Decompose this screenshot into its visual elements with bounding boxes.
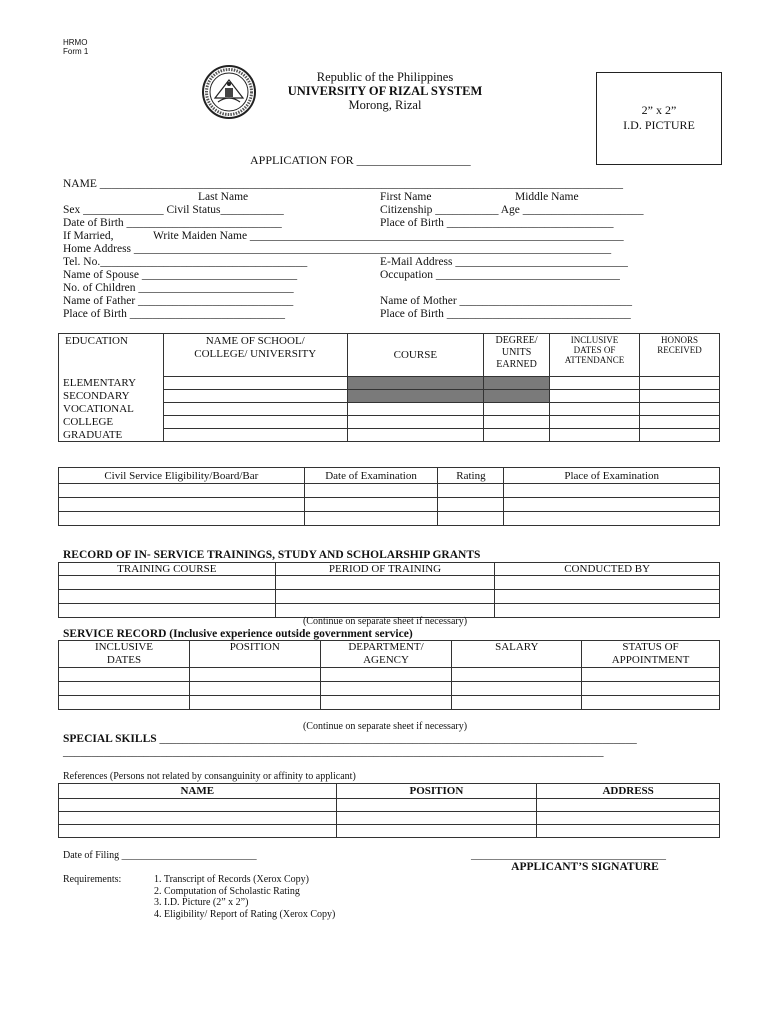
special-skills-field[interactable]: ___________________________________________________________________________________ <box>159 733 637 745</box>
spouse-name-field[interactable]: Name of Spouse ___________________________ <box>63 269 298 281</box>
dates-header: INCLUSIVE DATES OF ATTENDANCE <box>550 334 640 377</box>
training-course-header: TRAINING COURSE <box>59 563 276 576</box>
signature-line[interactable]: _______________________________________ <box>471 850 666 861</box>
service-cell[interactable] <box>582 696 720 710</box>
training-cell[interactable] <box>495 576 720 590</box>
service-cell[interactable] <box>189 668 320 682</box>
service-cell[interactable] <box>452 668 582 682</box>
mother-name-field[interactable]: Name of Mother ______________________________ <box>380 295 633 307</box>
location-heading: Morong, Rizal <box>348 98 422 112</box>
eligibility-header: Civil Service Eligibility/Board/Bar <box>59 468 305 484</box>
service-position-header: POSITION <box>189 641 320 668</box>
home-address-field[interactable]: Home Address ___________________________________________________________________________________ <box>63 243 612 255</box>
special-skills-field-2[interactable]: ______________________________________________________________________________________________ <box>63 746 604 758</box>
requirement-item: 2. Computation of Scholastic Rating <box>154 885 300 897</box>
form-number: Form 1 <box>63 47 89 56</box>
level-secondary: SECONDARY <box>59 390 164 403</box>
requirement-item: 4. Eligibility/ Report of Rating (Xerox Copy) <box>154 908 336 920</box>
requirement-item: 3. I.D. Picture (2” x 2”) <box>154 897 249 908</box>
level-vocational: VOCATIONAL <box>59 403 164 416</box>
education-cell-shaded <box>347 377 484 390</box>
reference-cell[interactable] <box>59 799 337 812</box>
education-header: EDUCATION <box>59 334 164 377</box>
eligibility-cell[interactable] <box>59 498 305 512</box>
eligibility-cell[interactable] <box>504 512 720 526</box>
id-picture-box <box>596 72 722 165</box>
reference-cell[interactable] <box>336 825 537 838</box>
education-cell[interactable] <box>484 429 550 442</box>
references-title: References (Persons not related by consanguinity or affinity to applicant) <box>63 771 356 782</box>
education-cell[interactable] <box>484 403 550 416</box>
service-cell[interactable] <box>452 696 582 710</box>
education-cell[interactable] <box>163 403 347 416</box>
reference-cell[interactable] <box>59 812 337 825</box>
rating-header: Rating <box>438 468 504 484</box>
education-cell[interactable] <box>347 403 484 416</box>
exam-place-header: Place of Examination <box>504 468 720 484</box>
last-name-label: Last Name <box>198 191 249 203</box>
requirement-item: 1. Transcript of Records (Xerox Copy) <box>154 874 309 885</box>
education-cell[interactable] <box>550 390 640 403</box>
application-for-field[interactable]: APPLICATION FOR ___________________ <box>250 153 471 167</box>
education-cell[interactable] <box>550 403 640 416</box>
service-dates-header: INCLUSIVE DATES <box>59 641 190 668</box>
trainings-table <box>58 562 720 618</box>
ref-address-header: ADDRESS <box>537 784 720 799</box>
education-cell-shaded <box>347 390 484 403</box>
education-cell[interactable] <box>640 416 720 429</box>
requirements-label: Requirements: <box>63 874 122 885</box>
service-cell[interactable] <box>59 682 190 696</box>
exam-date-header: Date of Examination <box>304 468 438 484</box>
eligibility-cell[interactable] <box>304 498 438 512</box>
education-cell[interactable] <box>640 377 720 390</box>
signature-label: APPLICANT’S SIGNATURE <box>511 861 659 873</box>
form-code: HRMO <box>63 38 88 47</box>
education-cell[interactable] <box>550 429 640 442</box>
education-cell[interactable] <box>347 416 484 429</box>
eligibility-cell[interactable] <box>438 512 504 526</box>
university-seal-icon <box>201 64 257 120</box>
if-married-label: If Married, <box>63 230 114 242</box>
education-cell[interactable] <box>484 416 550 429</box>
service-table <box>58 640 720 710</box>
education-cell[interactable] <box>640 403 720 416</box>
education-cell[interactable] <box>550 377 640 390</box>
tel-no-field[interactable]: Tel. No.____________________________________ <box>63 256 308 268</box>
republic-heading: Republic of the Philippines <box>316 70 454 84</box>
reference-cell[interactable] <box>537 799 720 812</box>
education-cell[interactable] <box>347 429 484 442</box>
education-table <box>58 333 720 442</box>
reference-cell[interactable] <box>537 825 720 838</box>
degree-header: DEGREE/ UNITS EARNED <box>484 334 550 377</box>
first-name-label: First Name <box>380 191 432 203</box>
email-field[interactable]: E-Mail Address ______________________________ <box>380 256 628 268</box>
ref-position-header: POSITION <box>336 784 537 799</box>
citizenship-age-field[interactable]: Citizenship ___________ Age _____________________ <box>380 204 644 216</box>
name-field[interactable]: NAME ___________________________________________________________________________________________ <box>63 178 623 190</box>
service-cell[interactable] <box>582 682 720 696</box>
trainings-note: (Continue on separate sheet if necessary) <box>302 616 468 627</box>
education-cell[interactable] <box>163 390 347 403</box>
university-heading: UNIVERSITY OF RIZAL SYSTEM <box>287 84 483 98</box>
middle-name-label: Middle Name <box>515 191 579 203</box>
education-cell-shaded <box>484 377 550 390</box>
references-table <box>58 783 720 838</box>
photo-label: I.D. PICTURE <box>623 118 695 132</box>
education-cell[interactable] <box>640 390 720 403</box>
trainings-title: RECORD OF IN- SERVICE TRAININGS, STUDY AND SCHOLARSHIP GRANTS <box>63 549 481 561</box>
education-cell[interactable] <box>163 429 347 442</box>
service-cell[interactable] <box>189 682 320 696</box>
photo-size: 2” x 2” <box>641 103 677 117</box>
occupation-field[interactable]: Occupation ________________________________ <box>380 269 620 281</box>
training-period-header: PERIOD OF TRAINING <box>275 563 495 576</box>
sex-civil-status-field[interactable]: Sex ______________ Civil Status___________ <box>63 204 284 216</box>
school-header: NAME OF SCHOOL/ COLLEGE/ UNIVERSITY <box>163 334 347 377</box>
honors-header: HONORS RECEIVED <box>640 334 720 377</box>
ref-name-header: NAME <box>59 784 337 799</box>
service-agency-header: DEPARTMENT/ AGENCY <box>320 641 452 668</box>
service-cell[interactable] <box>320 682 452 696</box>
level-graduate: GRADUATE <box>59 429 164 442</box>
reference-cell[interactable] <box>336 812 537 825</box>
education-cell[interactable] <box>163 416 347 429</box>
mother-pob-field[interactable]: Place of Birth ________________________________ <box>380 308 631 320</box>
place-of-birth-field[interactable]: Place of Birth _____________________________ <box>380 217 614 229</box>
service-cell[interactable] <box>189 696 320 710</box>
eligibility-cell[interactable] <box>304 484 438 498</box>
father-name-field[interactable]: Name of Father ___________________________ <box>63 295 294 307</box>
eligibility-cell[interactable] <box>304 512 438 526</box>
service-cell[interactable] <box>452 682 582 696</box>
training-cell[interactable] <box>275 590 495 604</box>
service-cell[interactable] <box>320 696 452 710</box>
level-college: COLLEGE <box>59 416 164 429</box>
service-salary-header: SALARY <box>452 641 582 668</box>
service-cell[interactable] <box>59 668 190 682</box>
children-field[interactable]: No. of Children ___________________________ <box>63 282 294 294</box>
eligibility-cell[interactable] <box>59 484 305 498</box>
course-header: COURSE <box>347 334 484 377</box>
date-of-birth-field[interactable]: Date of Birth ___________________________ <box>63 217 282 229</box>
eligibility-cell[interactable] <box>438 498 504 512</box>
service-title: SERVICE RECORD (Inclusive experience outside government service) <box>63 628 413 640</box>
education-cell-shaded <box>484 390 550 403</box>
maiden-name-field[interactable]: Write Maiden Name _________________________________________________________________ <box>153 230 624 242</box>
service-status-header: STATUS OF APPOINTMENT <box>582 641 720 668</box>
reference-cell[interactable] <box>537 812 720 825</box>
service-cell[interactable] <box>582 668 720 682</box>
service-note: (Continue on separate sheet if necessary) <box>302 721 468 732</box>
reference-cell[interactable] <box>59 825 337 838</box>
father-pob-field[interactable]: Place of Birth ___________________________ <box>63 308 285 320</box>
education-cell[interactable] <box>550 416 640 429</box>
service-cell[interactable] <box>320 668 452 682</box>
training-cell[interactable] <box>275 576 495 590</box>
education-cell[interactable] <box>163 377 347 390</box>
service-cell[interactable] <box>59 696 190 710</box>
eligibility-cell[interactable] <box>59 512 305 526</box>
training-cell[interactable] <box>59 590 276 604</box>
special-skills-label: SPECIAL SKILLS <box>63 733 157 745</box>
eligibility-table <box>58 467 720 526</box>
eligibility-cell[interactable] <box>504 484 720 498</box>
reference-cell[interactable] <box>336 799 537 812</box>
requirements-list <box>154 874 335 920</box>
training-cell[interactable] <box>495 590 720 604</box>
eligibility-cell[interactable] <box>438 484 504 498</box>
level-elementary: ELEMENTARY <box>59 377 164 390</box>
training-cell[interactable] <box>59 576 276 590</box>
education-cell[interactable] <box>640 429 720 442</box>
date-of-filing-field[interactable]: Date of Filing ___________________________ <box>63 850 257 861</box>
eligibility-cell[interactable] <box>504 498 720 512</box>
conducted-by-header: CONDUCTED BY <box>495 563 720 576</box>
